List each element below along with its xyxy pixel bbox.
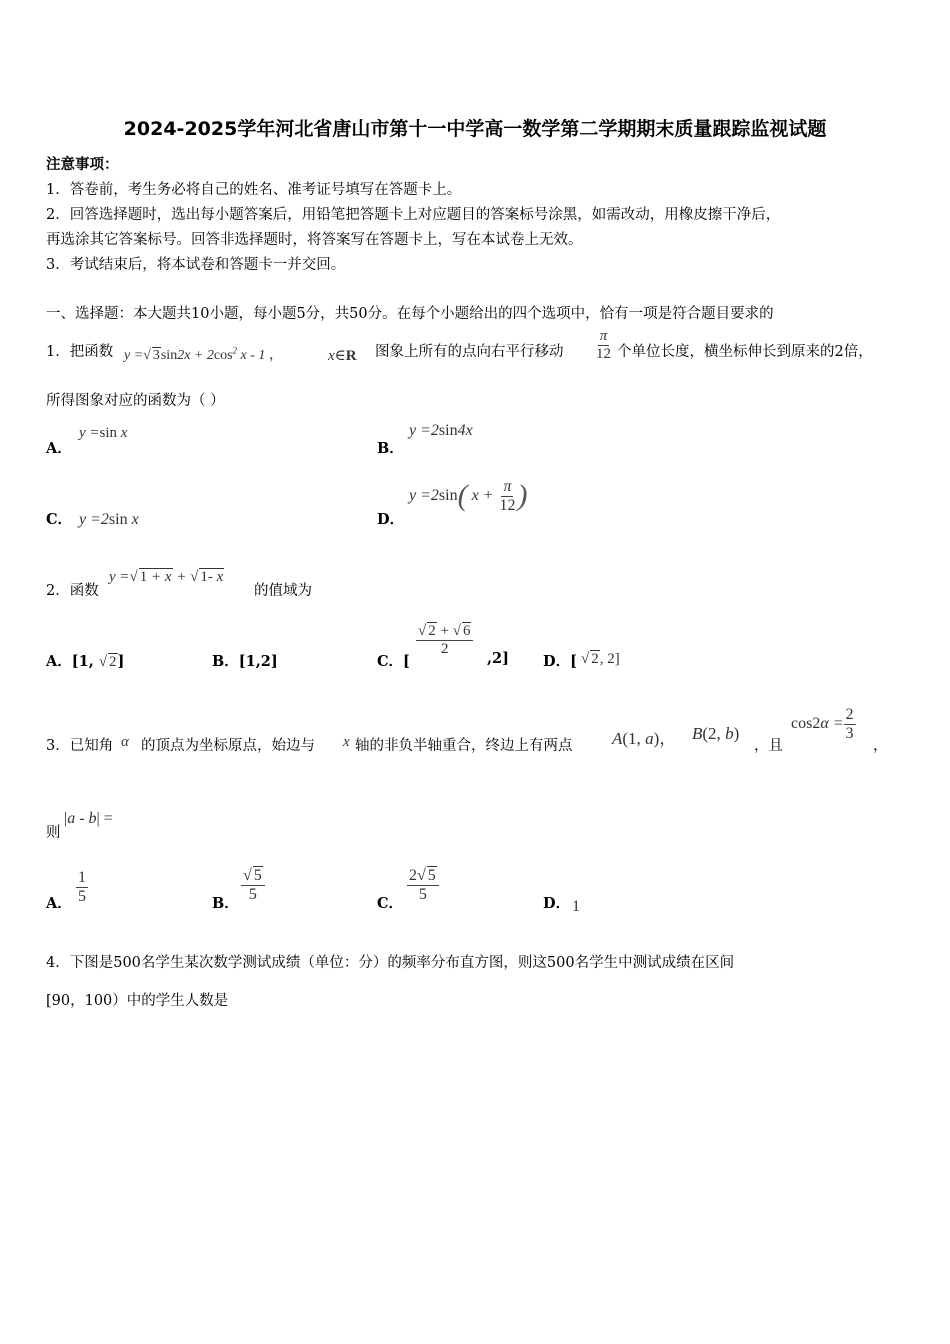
section-heading: 一、选择题：本大题共10小题，每小题5分，共50分。在每个小题给出的四个选项中，恰有一项是符合题目要求的 bbox=[46, 306, 774, 322]
q1-shift-fraction: $\frac{\pi}{12}$ bbox=[596, 328, 611, 362]
q1-option-b-label: B． bbox=[377, 440, 404, 457]
q2-text-a: 函数 bbox=[69, 583, 99, 599]
q3-point-a: A(1, a)， bbox=[612, 729, 677, 748]
q1-text-b: 图象上所有的点向右平行移动 bbox=[375, 344, 564, 360]
q3-comma: ， bbox=[873, 738, 888, 754]
q2-option-d-label: D．[ bbox=[543, 653, 577, 670]
q1-option-c-label: C． bbox=[46, 511, 73, 528]
q4-text-b: [90，100）中的学生人数是 bbox=[46, 993, 229, 1009]
q2-option-d-formula: √ 2, 2] bbox=[581, 651, 620, 667]
q3-line bbox=[46, 734, 113, 755]
q1-text-c: 个单位长度，横坐标伸长到原来的2倍， bbox=[617, 344, 873, 360]
q3-option-d-label: D． bbox=[543, 895, 571, 912]
q3-text-a: 已知角 bbox=[69, 738, 114, 754]
q1-option-a-label: A． bbox=[46, 440, 72, 457]
q1-text-a: 把函数 bbox=[69, 344, 114, 360]
q4-number: 4． bbox=[46, 955, 70, 971]
page-title: 2024-2025学年河北省唐山市第十一中学高一数学第二学期期末质量跟踪监视试题 bbox=[123, 118, 827, 140]
q1-option-d-label: D． bbox=[377, 511, 405, 528]
q3-option-a-label: A． bbox=[46, 895, 72, 912]
q2-option-c-label: C．[ bbox=[377, 653, 410, 670]
notice-item-2a: 2．回答选择题时，选出每小题答案后，用铅笔把答题卡上对应题目的答案标号涂黑，如需改动，用橡皮擦干净后， bbox=[46, 207, 781, 223]
q1-option-a-formula: y =sin x bbox=[79, 425, 128, 441]
q3-alpha: α bbox=[121, 734, 129, 750]
q2-function-formula: y =√ 1 + x + √ 1- x bbox=[109, 569, 224, 585]
q2-option-c-end: ,2] bbox=[487, 650, 509, 667]
q1-option-d-formula: y =2sin( x + $\frac{\pi}{12}$ ) bbox=[409, 478, 528, 514]
q3-text-d: ，且 bbox=[754, 738, 783, 754]
q4-text-a: 下图是500名学生某次数学测试成绩（单位：分）的频率分布直方图，则这500名学生中测试成绩在区间 bbox=[69, 955, 735, 971]
q3-text-b: 的顶点为坐标原点，始边与 bbox=[141, 738, 315, 754]
q1-number: 1． bbox=[46, 344, 70, 360]
q3-option-c-label: C． bbox=[377, 895, 404, 912]
q3-then: 则 bbox=[46, 825, 61, 841]
q3-option-b-label: B． bbox=[212, 895, 239, 912]
q3-text-c: 轴的非负半轴重合，终边上有两点 bbox=[355, 738, 573, 754]
notice-item-2b: 再选涂其它答案标号。回答非选择题时，将答案写在答题卡上，写在本试卷上无效。 bbox=[46, 232, 583, 248]
q3-abs-formula: |a - b| = bbox=[64, 810, 113, 827]
q2-option-b-label: B．[1,2] bbox=[212, 653, 278, 670]
q1-function-formula: y =√ $3\sin 2x + 2\cos^2$ x - 1 ， bbox=[124, 345, 283, 363]
q2-option-a-label: A．[1, √ 2] bbox=[46, 653, 125, 670]
q2-text-b: 的值域为 bbox=[254, 583, 312, 599]
q2-option-c-formula: $\frac{√ 2 + √ 6}{2}$ bbox=[416, 622, 473, 657]
q2-line bbox=[46, 579, 99, 600]
notice-item-3: 3．考试结束后，将本试卷和答题卡一并交回。 bbox=[46, 257, 346, 273]
q1-domain: x∈R bbox=[328, 348, 357, 364]
notice-heading: 注意事项： bbox=[46, 156, 119, 173]
q1-text-d: 所得图象对应的函数为（ ） bbox=[46, 393, 225, 409]
q1-option-c-formula: y =2sin x bbox=[79, 511, 139, 528]
q3-point-b: B(2, b) bbox=[692, 724, 740, 743]
q3-option-b-formula: $\frac{√ 5}{5}$ bbox=[241, 866, 265, 903]
q1-option-b-formula: y =2sin4x bbox=[409, 422, 473, 439]
q2-number: 2． bbox=[46, 583, 70, 599]
q3-option-c-formula: $\frac{2√ 5}{5}$ bbox=[407, 866, 439, 903]
q3-number: 3． bbox=[46, 738, 70, 754]
q3-x-axis: x bbox=[343, 734, 350, 750]
q3-cos-condition: cos2α = $\frac{2}{3}$ bbox=[791, 706, 854, 742]
notice-item-1: 1．答卷前，考生务必将自己的姓名、准考证号填写在答题卡上。 bbox=[46, 182, 462, 198]
q4-line1 bbox=[46, 951, 734, 972]
q3-option-a-formula: $\frac{1}{5}$ bbox=[78, 869, 86, 905]
q1-line1 bbox=[46, 340, 113, 361]
q3-option-d-value: 1 bbox=[572, 898, 580, 915]
